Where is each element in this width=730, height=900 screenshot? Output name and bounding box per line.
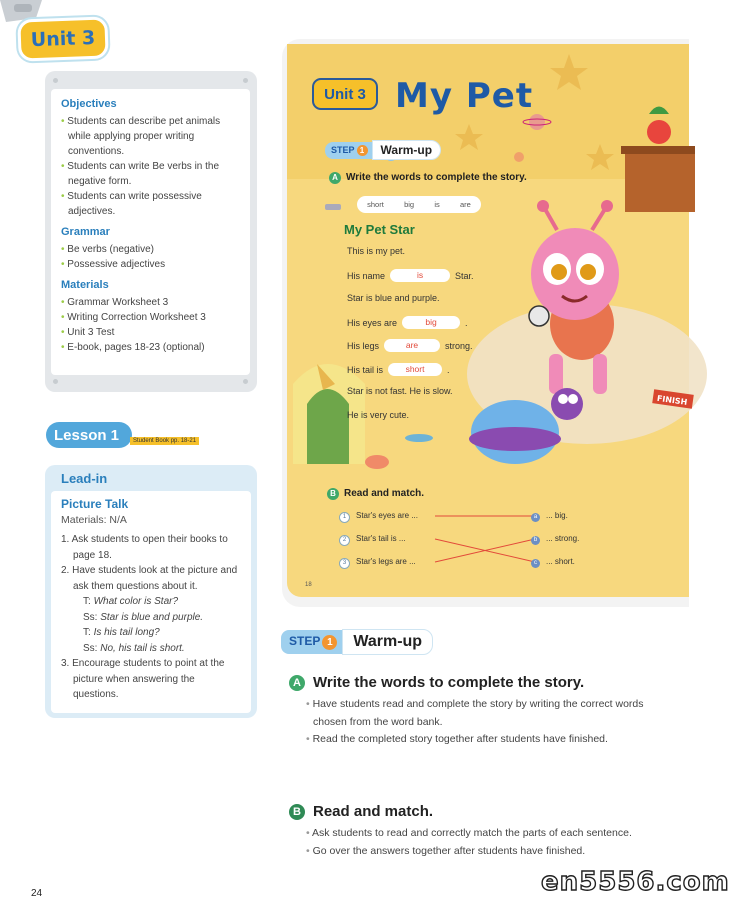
word-bank-item: are — [460, 200, 471, 209]
book-page-number: 18 — [305, 582, 312, 588]
step-label: STEP — [331, 144, 355, 155]
objective-item: • Students can describe pet animals while applying proper writing conventions. — [61, 114, 242, 159]
activity-a-item: • Have students read and complete the story by writing the correct words chosen from the word bank. — [306, 696, 668, 731]
card-rivet — [53, 78, 58, 83]
lead-in-card — [45, 465, 257, 718]
picture-talk-materials: Materials: N/A — [61, 514, 127, 526]
step-title: Warm-up — [372, 140, 442, 160]
dialog-line: Ss: No, his tail is short. — [83, 642, 185, 654]
dialog-line: Ss: Star is blue and purple. — [83, 611, 204, 623]
activity-a-item: • Read the completed story together after students have finished. — [306, 731, 668, 749]
match-left-item: 2 Star's tail is ... — [339, 534, 406, 546]
book-unit-badge: Unit 3 — [312, 78, 378, 110]
match-right-item: a ... big. — [531, 511, 568, 522]
match-left-item: 3 Star's legs are ... — [339, 557, 416, 569]
answer-blank: short — [388, 363, 442, 376]
activity-b-marker: B — [327, 488, 339, 500]
page-number: 24 — [31, 888, 43, 899]
lesson-page-ref: Student Book pp. 18-21 — [130, 437, 199, 445]
word-bank-item: short — [367, 200, 384, 209]
book-page-illustration — [287, 44, 689, 597]
unit-badge — [17, 16, 108, 61]
watermark: en5556.com — [541, 867, 730, 897]
dialog-line: T: What color is Star? — [83, 596, 179, 607]
story-line: This is my pet. — [347, 246, 406, 256]
step-label: STEP — [289, 634, 321, 648]
grammar-item: • Possessive adjectives — [61, 257, 242, 272]
activity-a-marker: A — [329, 172, 341, 184]
book-title: My Pet — [395, 76, 534, 116]
materials-item: • Writing Correction Worksheet 3 — [61, 310, 242, 325]
lead-in-title: Lead-in — [61, 471, 108, 486]
word-bank-item: big — [404, 200, 415, 209]
activity-a-list — [306, 696, 668, 749]
match-right-item: c ... short. — [531, 557, 575, 568]
overview-card — [45, 71, 257, 392]
lead-in-step: 1. Ask students to open their books to page 18. — [61, 534, 228, 561]
activity-b-list — [306, 825, 668, 860]
card-rivet — [53, 379, 58, 384]
word-bank — [357, 196, 481, 213]
objectives-heading: Objectives — [61, 98, 117, 110]
materials-heading: Materials — [61, 279, 109, 291]
story-line: His tail is short . — [347, 364, 450, 375]
materials-item: • E-book, pages 18-23 (optional) — [61, 340, 242, 355]
answer-blank: big — [402, 316, 460, 329]
match-left-item: 1 Star's eyes are ... — [339, 511, 418, 523]
story-line: Star is not fast. He is slow. — [347, 386, 453, 396]
story-line: His name is Star. — [347, 270, 474, 281]
story-line: He is very cute. — [347, 410, 410, 420]
objective-item: • Students can write Be verbs in the negative form. — [61, 159, 242, 189]
activity-b-marker: B — [289, 804, 305, 820]
answer-blank: are — [384, 339, 440, 352]
grammar-heading: Grammar — [61, 226, 110, 238]
book-activity-a: A Write the words to complete the story. — [329, 172, 527, 184]
overview-card-body — [51, 89, 250, 375]
story-line: Star is blue and purple. — [347, 293, 440, 303]
activity-a-marker: A — [289, 675, 305, 691]
answer-blank: is — [390, 269, 450, 282]
word-bank-item: is — [434, 200, 440, 209]
materials-item: • Grammar Worksheet 3 — [61, 295, 242, 310]
picture-talk-title: Picture Talk — [61, 497, 129, 511]
lead-in-step: 3. Encourage students to point at the picture when answering the questions. — [61, 658, 225, 700]
student-book-page — [282, 39, 689, 607]
materials-item: • Unit 3 Test — [61, 325, 242, 340]
book-activity-b: B Read and match. — [327, 488, 424, 500]
lesson-pill: Lesson 1 — [46, 422, 132, 448]
lead-in-step: 2. Have students look at the picture and ask them questions about it. — [61, 565, 238, 592]
activity-b-heading: B Read and match. — [289, 803, 433, 820]
step-title: Warm-up — [342, 629, 433, 655]
step-number: 1 — [357, 145, 368, 156]
book-step-chip — [325, 140, 441, 160]
story-line: His legs are strong. — [347, 340, 473, 351]
lead-in-body — [51, 491, 251, 713]
step-number: 1 — [322, 635, 337, 650]
match-right-item: b ... strong. — [531, 534, 579, 545]
activity-b-item: • Go over the answers together after students have finished. — [306, 843, 668, 861]
objective-item: • Students can write possessive adjectives. — [61, 189, 242, 219]
activity-b-item: • Ask students to read and correctly match the parts of each sentence. — [306, 825, 668, 843]
story-line: His eyes are big . — [347, 317, 468, 328]
activity-a-heading: A Write the words to complete the story. — [289, 674, 584, 691]
warm-up-step-chip — [281, 629, 433, 655]
card-rivet — [243, 379, 248, 384]
story-title: My Pet Star — [344, 222, 415, 237]
grammar-item: • Be verbs (negative) — [61, 242, 242, 257]
unit-badge-label: Unit 3 — [30, 26, 96, 52]
card-rivet — [243, 78, 248, 83]
dialog-line: T: Is his tail long? — [83, 627, 160, 638]
finish-sign-text: FINISH — [656, 393, 688, 407]
